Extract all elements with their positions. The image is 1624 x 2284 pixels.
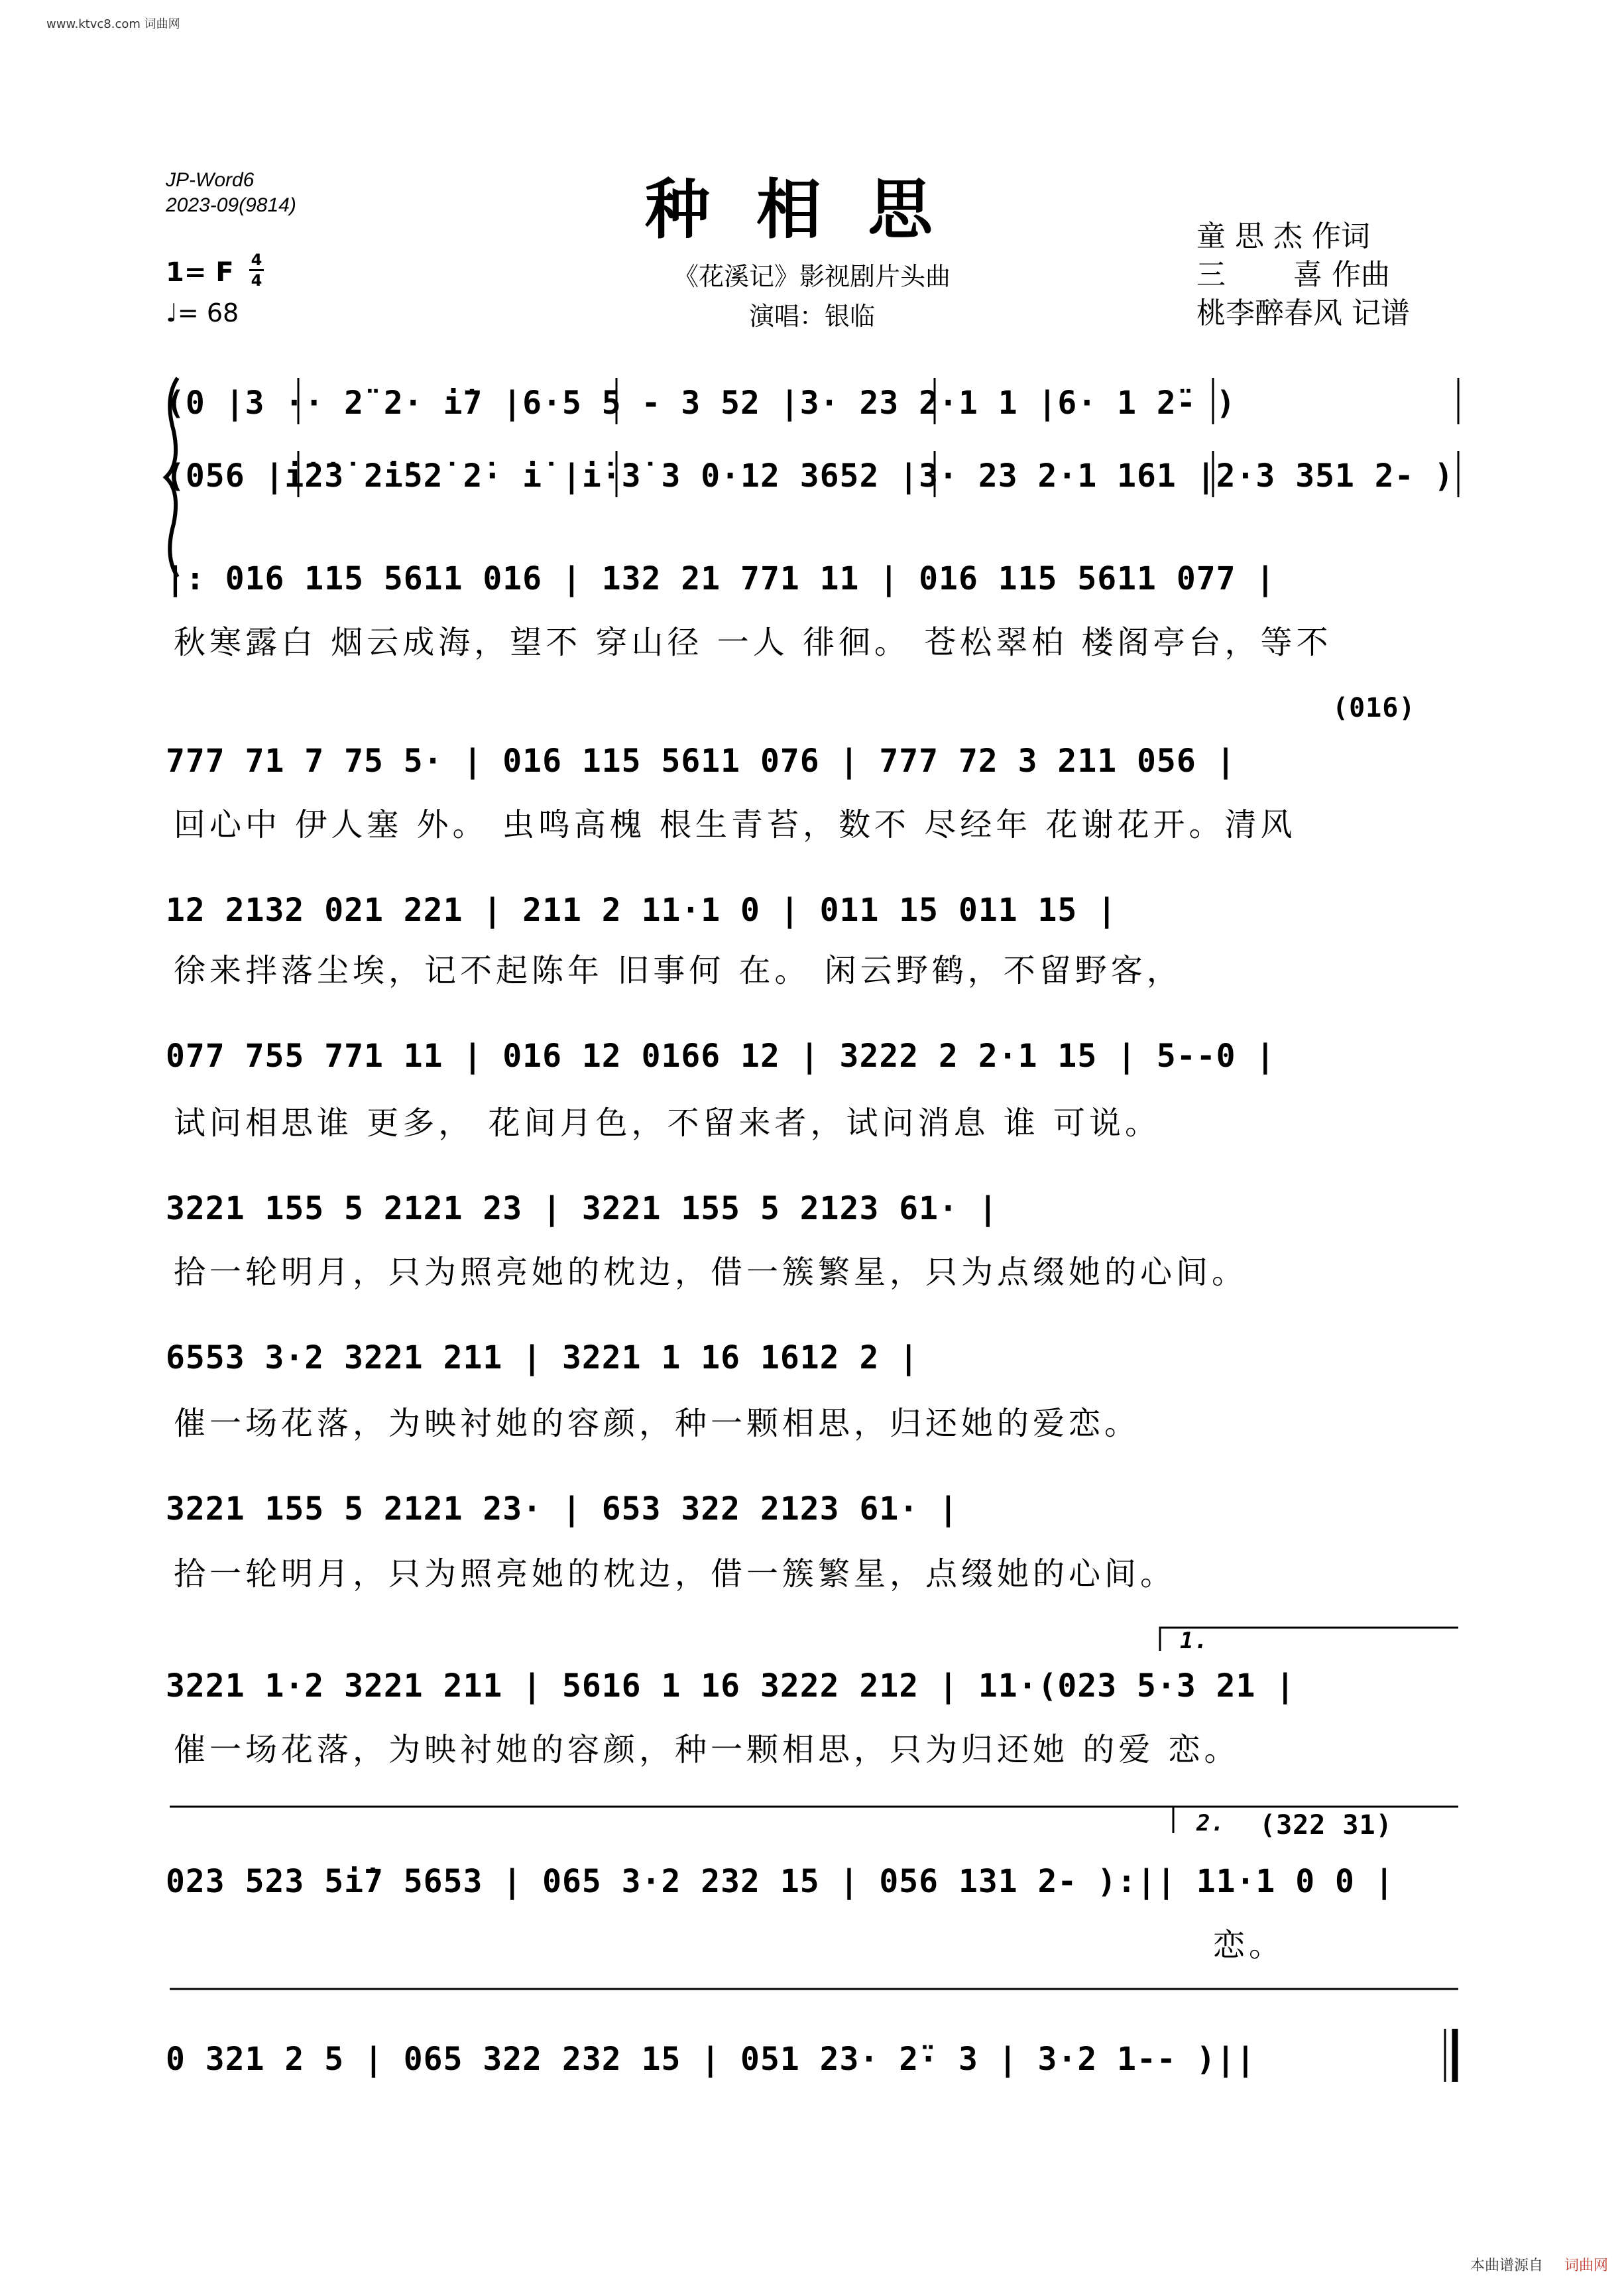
- system-3-lyrics: 徐来拌落尘埃，记不起陈年 旧事何 在。 闲云野鹤，不留野客，: [174, 952, 1183, 989]
- singer-label: 演唱：银临: [748, 302, 875, 331]
- system-4-lyrics: 试问相思谁 更多， 花间月色，不留来者，试问消息 谁 可说。: [174, 1105, 1161, 1142]
- system-5-notes: 3221 155 5 2121 23 | 3221 155 5 2123 61· |: [166, 1190, 998, 1227]
- system-7-notes: 3221 155 5 2121 23· | 653 322 2123 61· |: [166, 1490, 958, 1528]
- system-9-lyrics: 恋。: [1213, 1927, 1285, 1964]
- system-8-notes: 3221 1·2 3221 211 | 5616 1 16 3222 212 | 11·(023 5·3 21 |: [166, 1667, 1296, 1705]
- time-unit: 4: [251, 271, 262, 290]
- system-6-lyrics: 催一场花落，为映衬她的容颜，种一颗相思，归还她的爱恋。: [174, 1405, 1141, 1442]
- system-6-notes: 6553 3·2 3221 211 | 3221 1 16 1612 2 |: [166, 1339, 919, 1376]
- tempo-marking: ♩= 68: [166, 298, 239, 328]
- system-2-lyrics: 回心中 伊人塞 外。 虫鸣高槐 根生青苔，数不 尽经年 花谢花开。清风: [174, 806, 1297, 843]
- system-5-lyrics: 拾一轮明月，只为照亮她的枕边，借一簇繁星，只为点缀她的心间。: [174, 1254, 1248, 1291]
- system-9-cue: (322 31): [1259, 1810, 1393, 1840]
- footer-site-logo: 词曲网: [1564, 2257, 1609, 2274]
- footer-source-label: 本曲谱源自: [1470, 2257, 1544, 2274]
- lyricist-credit: 童 思 杰 作词: [1196, 219, 1370, 253]
- volta-2-label: 2.: [1196, 1810, 1225, 1836]
- system-8-lyrics: 催一场花落，为映衬她的容颜，种一颗相思，只为归还她 的爱 恋。: [174, 1731, 1240, 1768]
- system-4-notes: 077 755 771 11 | 016 12 0166 12 | 3222 2 2·1 15 | 5--0 |: [166, 1038, 1276, 1075]
- system-9-notes: 023 523 5i̇7 5653 | 065 3·2 232 15 | 056 131 2- ):|| 11·1 0 0 |: [166, 1863, 1395, 1900]
- time-beats: 4: [251, 251, 262, 269]
- system-10-notes: 0 321 2 5 | 065 322 232 15 | 051 23· 2̈· 3 | 3·2 1-- )||: [166, 2041, 1256, 2078]
- key-signature: 1= F: [166, 257, 234, 288]
- page-title: 种相思: [644, 172, 979, 248]
- system-7-lyrics: 拾一轮明月，只为照亮她的枕边，借一簇繁星，点缀她的心间。: [174, 1555, 1177, 1593]
- composer-credit: 三 喜 作曲: [1196, 258, 1390, 292]
- system-1-lyrics: 秋寒露白 烟云成海，望不 穿山径 一人 徘徊。 苍松翠柏 楼阁亭台，等不: [174, 624, 1332, 661]
- system-1-notes: |: 016 115 5611 016 | 132 21 771 11 | 016 115 5611 077 |: [166, 560, 1276, 597]
- system-2-notes: 777 71 7 75 5· | 016 115 5611 076 | 777 72 3 211 056 |: [166, 743, 1236, 780]
- intro-lower-line: (056 |i̇2̇3̇ 2̇i̇52̇ 2̇· i̇ |i̇·3̇ 3 0·12 3652 |3· 23 2·1 161 |2·3 351 2- ): [166, 457, 1454, 495]
- intro-upper-line: (0 |3 ·· 2̈ 2· i̇7 |6·5 5 - 3 52 |3· 23 2·1 1 |6· 1 2̈- ): [166, 385, 1236, 422]
- site-watermark: www.ktvc8.com 词曲网: [46, 17, 180, 31]
- system-3-notes: 12 2132 021 221 | 211 2 11·1 0 | 011 15 011 15 |: [166, 892, 1118, 929]
- transcriber-credit: 桃李醉春风 记谱: [1196, 296, 1410, 330]
- system-2-cue: (016): [1332, 693, 1416, 723]
- volta-1-label: 1.: [1180, 1628, 1208, 1654]
- subtitle: 《花溪记》影视剧片头曲: [673, 262, 951, 291]
- date-label: 2023-09(9814): [166, 194, 296, 216]
- software-label: JP-Word6: [166, 169, 255, 191]
